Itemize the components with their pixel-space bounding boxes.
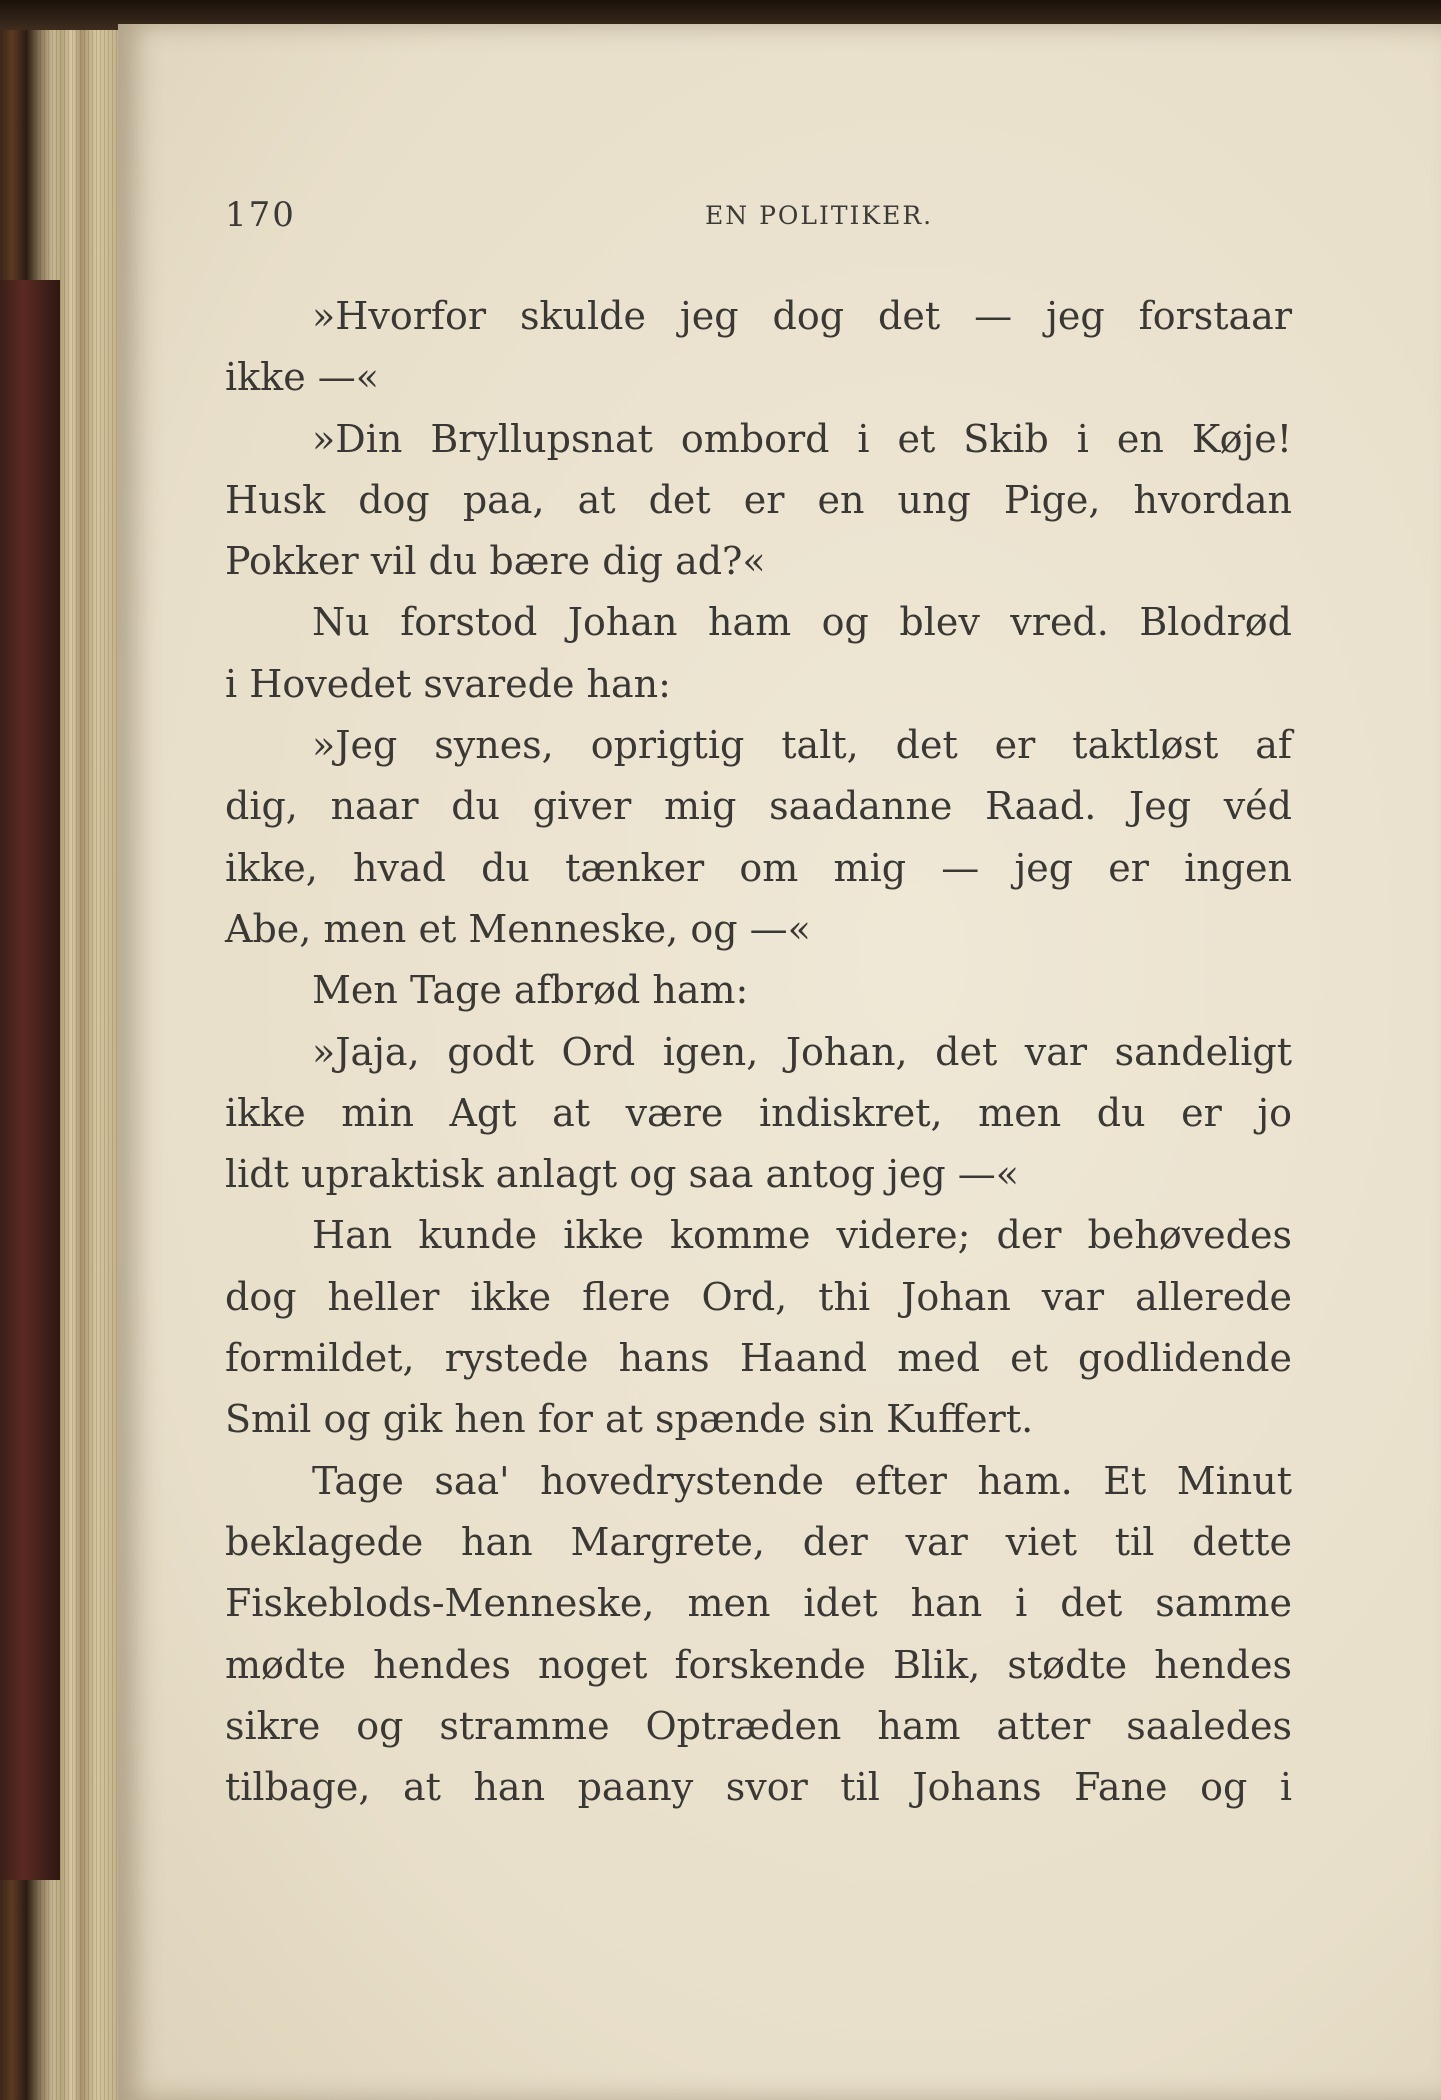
text-line: »Din Bryllupsnat ombord i et Skib i en Køje! <box>312 416 1292 461</box>
text-line: ikke min Agt at være indiskret, men du er jo <box>225 1090 1292 1135</box>
text-line: dig, naar du giver mig saadanne Raad. Jeg véd <box>225 784 1292 829</box>
text-line: sikre og stramme Optræden ham atter saaledes <box>225 1703 1292 1748</box>
running-title: EN POLITIKER. <box>705 201 934 230</box>
text-line: Nu forstod Johan ham og blev vred. Blodrød <box>312 600 1292 645</box>
text-line: dog heller ikke flere Ord, thi Johan var allerede <box>225 1274 1292 1319</box>
text-line: Tage saa' hovedrystende efter ham. Et Minut <box>312 1458 1292 1503</box>
text-line: beklagede han Margrete, der var viet til dette <box>225 1519 1292 1564</box>
text-line: Fiskeblods-Menneske, men idet han i det samme <box>225 1581 1292 1626</box>
text-line: formildet, rystede hans Haand med et godlidende <box>225 1336 1292 1381</box>
text-line: Pokker vil du bære dig ad?« <box>225 539 766 584</box>
text-line: Smil og gik hen for at spænde sin Kuffert. <box>225 1397 1034 1442</box>
text-line: tilbage, at han paany svor til Johans Fane og i <box>225 1765 1292 1810</box>
text-line: mødte hendes noget forskende Blik, stødte hendes <box>225 1642 1292 1687</box>
text-block <box>225 286 1292 1818</box>
text-line: »Jeg synes, oprigtig talt, det er taktløst af <box>312 723 1292 768</box>
text-line: i Hovedet svarede han: <box>225 661 671 706</box>
text-line: ikke, hvad du tænker om mig — jeg er ingen <box>225 845 1292 890</box>
text-line: »Hvorfor skulde jeg dog det — jeg forstaar <box>312 294 1292 338</box>
text-line: Men Tage afbrød ham: <box>312 968 749 1013</box>
text-line: »Jaja, godt Ord igen, Johan, det var sandeligt <box>312 1029 1292 1074</box>
text-line: ikke —« <box>225 355 380 400</box>
text-line: Husk dog paa, at det er en ung Pige, hvordan <box>225 477 1292 522</box>
running-head <box>225 195 1285 235</box>
text-line: Abe, men et Menneske, og —« <box>225 906 811 951</box>
text-line: lidt upraktisk anlagt og saa antog jeg —« <box>225 1152 1020 1197</box>
book-cover-strip <box>0 280 60 1880</box>
text-line: Han kunde ikke komme videre; der behøvedes <box>312 1213 1292 1258</box>
page-number: 170 <box>225 195 296 235</box>
